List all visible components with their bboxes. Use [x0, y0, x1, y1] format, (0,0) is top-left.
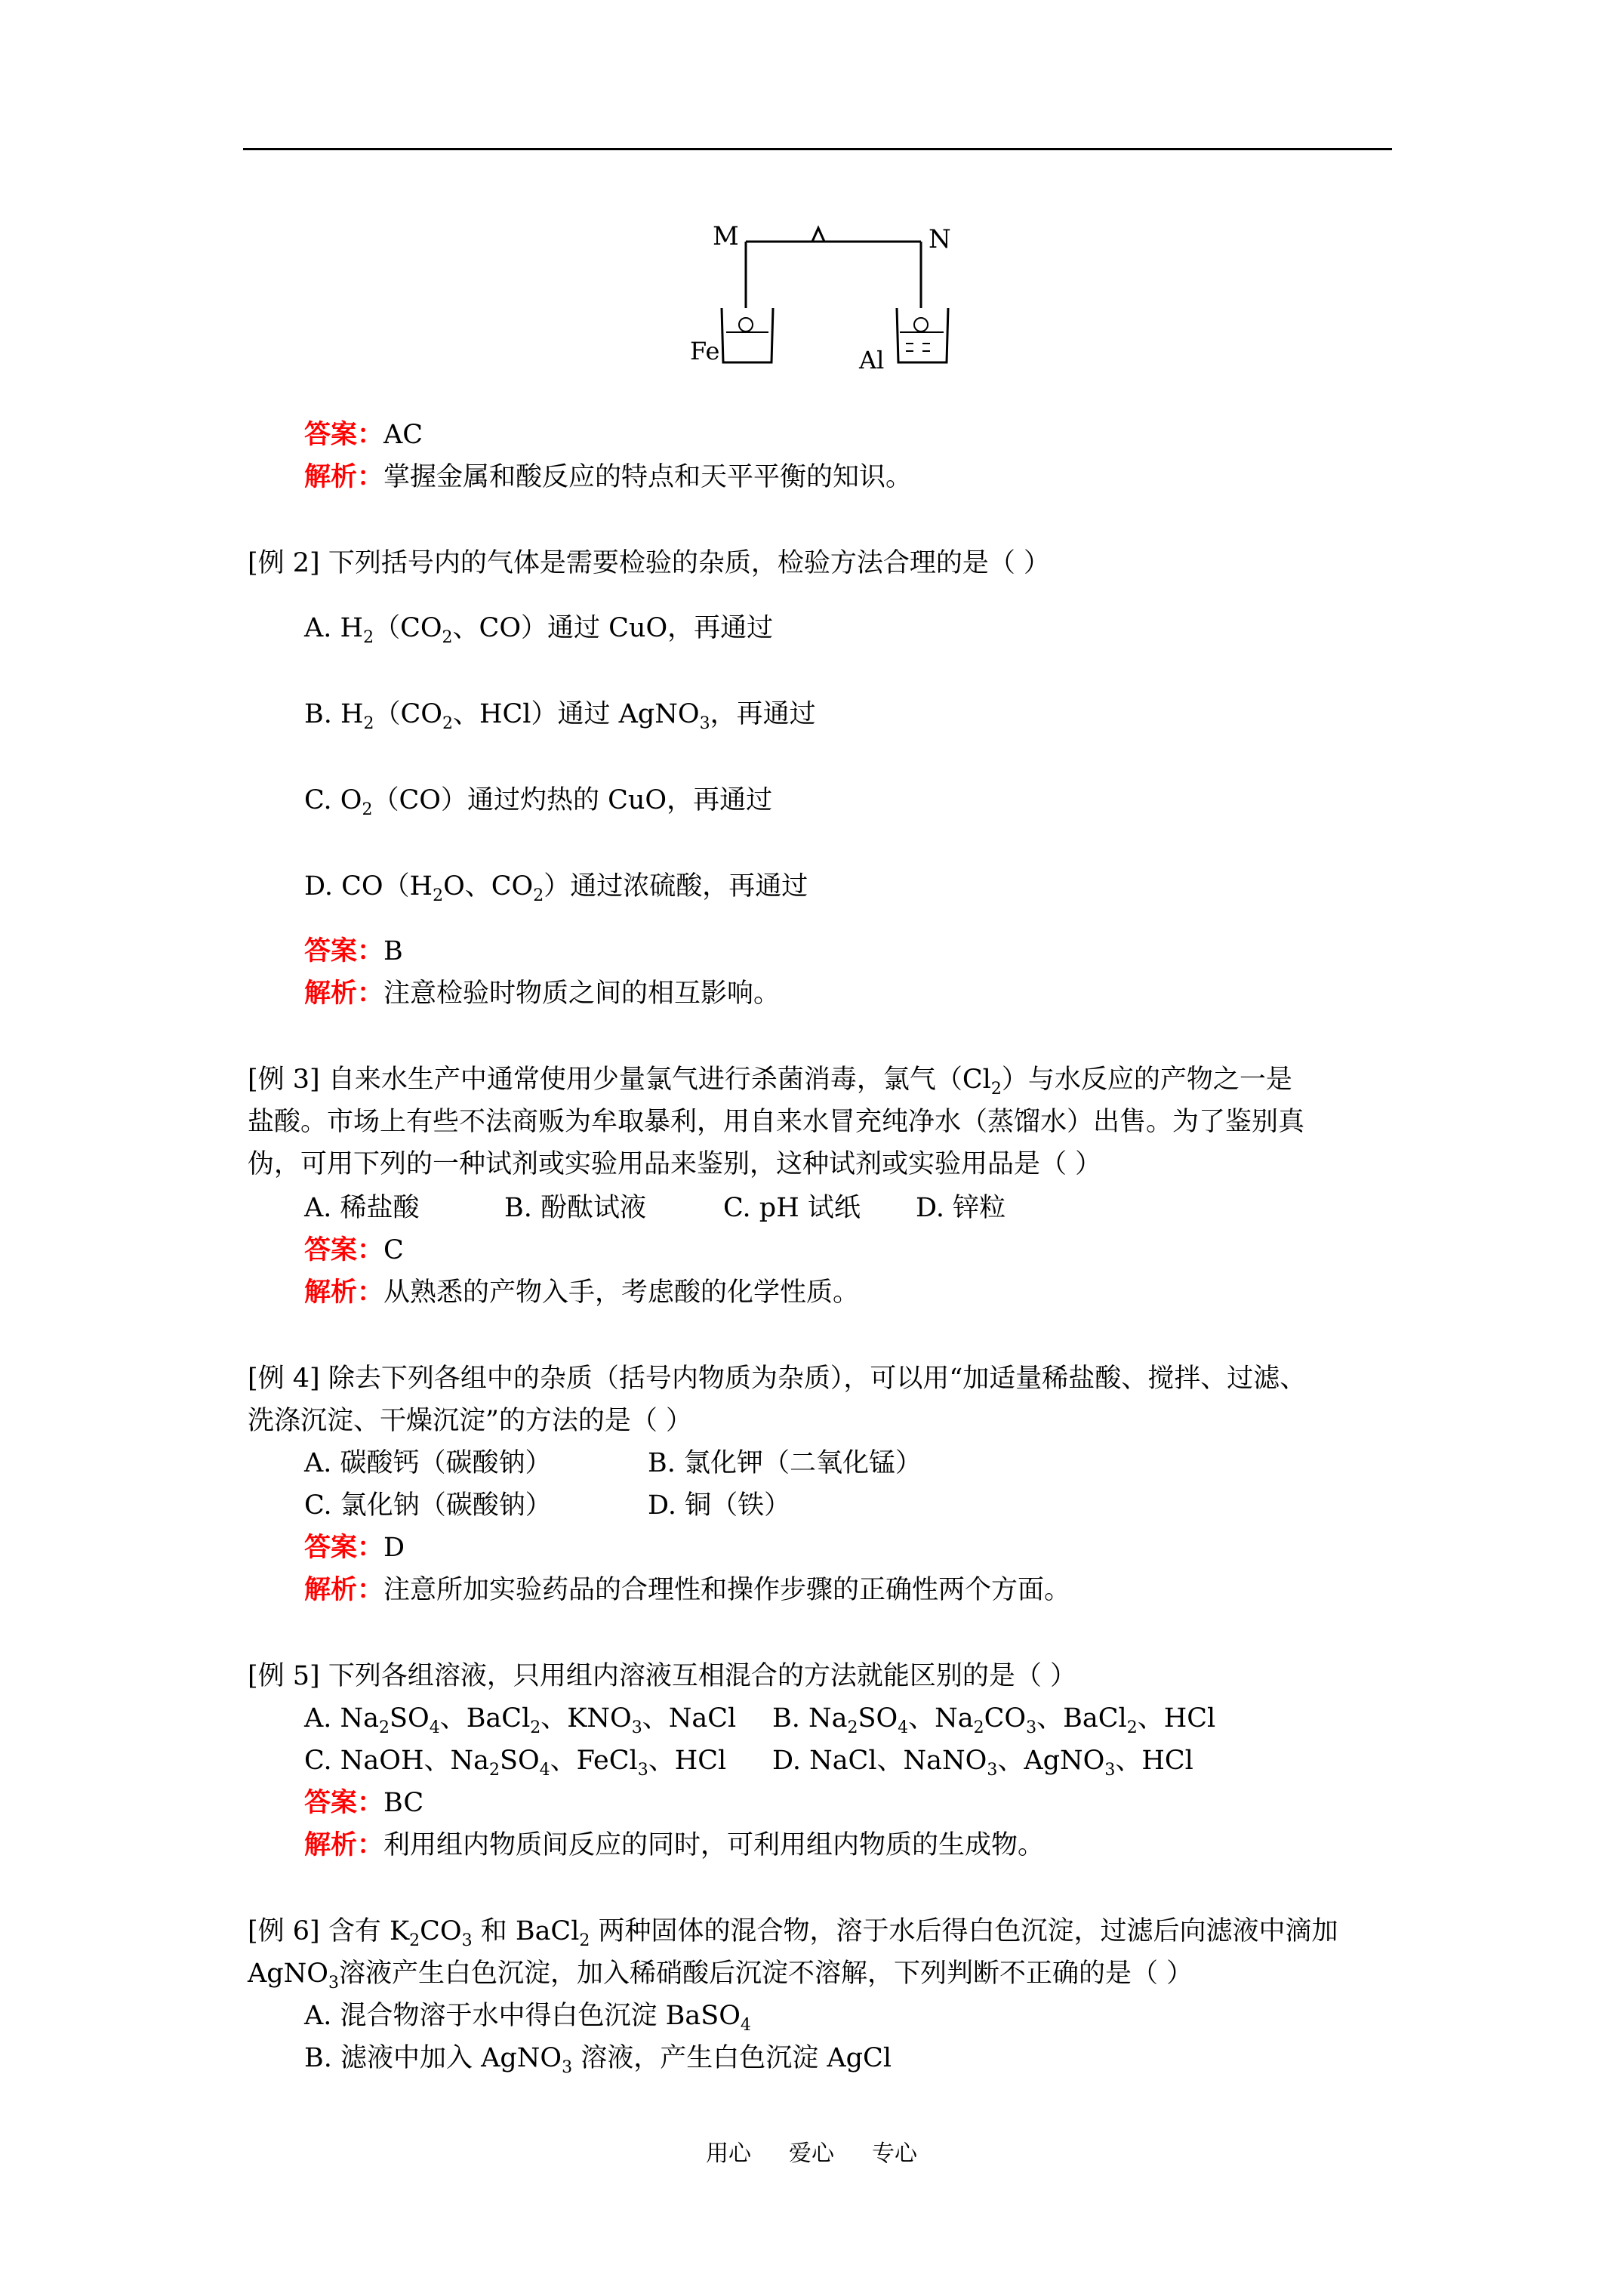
ex3-option-d: D. 锌粒 [916, 1193, 1006, 1223]
ex3-analysis: 解析：从熟悉的产物入手，考虑酸的化学性质。 [304, 1277, 860, 1308]
ex5-options-row1 [304, 1703, 1216, 1737]
footer-text-3: 专心 [872, 2140, 917, 2167]
ex2-title: [例 2] 下列括号内的气体是需要检验的杂质，检验方法合理的是（ ） [248, 548, 1050, 578]
ex4-options-row1 [304, 1448, 922, 1478]
ex3-option-b: B. 酚酞试液 [504, 1193, 646, 1223]
ex6-option-a: A. 混合物溶于水中得白色沉淀 BaSO$_4$ [304, 2001, 751, 2035]
header-rule [243, 148, 1392, 150]
fig-label-n: N [929, 224, 951, 254]
ex2-answer: 答案：B [304, 935, 403, 966]
ex2-analysis: 解析：注意检验时物质之间的相互影响。 [304, 978, 781, 1009]
ex5-answer: 答案：BC [304, 1787, 424, 1818]
ex6-line1: [例 6] 含有 $K_2CO_3$ 和 BaCl$_2$ 两种固体的混合物，溶于水后得白色沉淀，过滤后向滤液中滴加 [248, 1916, 1338, 1950]
ex3-option-c: C. pH 试纸 [723, 1193, 861, 1223]
ex4-analysis: 解析：注意所加实验药品的合理性和操作步骤的正确性两个方面。 [304, 1574, 1071, 1605]
fig-label-fe: Fe [690, 337, 720, 365]
ex4-line2: 洗涤沉淀、干燥沉淀”的方法的是（ ） [248, 1406, 693, 1436]
ex5-title: [例 5] 下列各组溶液，只用组内溶液互相混合的方法就能区别的是（ ） [248, 1661, 1076, 1691]
ex5-option-a: A. $Na_2SO_4$、BaCl$_2$、$KNO_3$、NaCl [304, 1703, 737, 1737]
ex4-option-c: C. 氯化钠（碳酸钠） [304, 1490, 552, 1521]
ex2-option-a: A. $H_2(CO_2$、CO）通过 CuO，再通过 [304, 613, 774, 647]
fig-label-al: Al [859, 346, 885, 374]
ex5-option-b: B. $Na_2SO_4$、$Na_2CO_3$、BaCl$_2$、HCl [772, 1703, 1216, 1737]
ex3-answer: 答案：C [304, 1234, 404, 1265]
ex1-answer: 答案：AC [304, 419, 423, 450]
balance-figure [679, 219, 966, 385]
ex4-option-d: D. 铜（铁） [648, 1490, 791, 1521]
ex4-options-row2 [304, 1490, 790, 1521]
ex4-option-a: A. 碳酸钙（碳酸钠） [304, 1448, 552, 1478]
ex4-answer: 答案：D [304, 1532, 405, 1563]
ex2-option-d: D. $CO(H_2O$、$CO_2$）通过浓硫酸，再通过 [304, 871, 808, 905]
ex6-line2: AgNO$_3$溶液产生白色沉淀，加入稀硝酸后沉淀不溶解，下列判断不正确的是（ ） [248, 1959, 1193, 1992]
ex3-options [304, 1193, 1006, 1223]
ex1-analysis: 解析：掌握金属和酸反应的特点和天平平衡的知识。 [304, 461, 913, 492]
fig-label-m: M [713, 221, 739, 251]
ex5-option-d: D. NaCl、NaNO$_3$、AgNO$_3$、HCl [772, 1746, 1193, 1780]
ex2-option-c: C. $O_2(CO)$通过灼热的 CuO，再通过 [304, 785, 773, 819]
ex3-option-a: A. 稀盐酸 [304, 1193, 420, 1223]
ex6-option-b: B. 滤液中加入 AgNO$_3$ 溶液，产生白色沉淀 AgCl [304, 2043, 892, 2077]
ex3-line3: 伪，可用下列的一种试剂或实验用品来鉴别，这种试剂或实验用品是（ ） [248, 1149, 1102, 1179]
ex2-option-b: B. $H_2(CO_2$、HCl）通过 AgNO$_3$，再通过 [304, 699, 816, 733]
footer-text-1: 用心 [706, 2140, 751, 2167]
ex5-options-row2 [304, 1746, 1193, 1780]
ex4-option-b: B. 氯化钾（二氧化锰） [648, 1448, 922, 1478]
ex5-option-c: C. NaOH、$Na_2SO_4$、FeCl$_3$、HCl [304, 1746, 727, 1780]
ex3-line2: 盐酸。市场上有些不法商贩为牟取暴利，用自来水冒充纯净水（蒸馏水）出售。为了鉴别真 [248, 1107, 1305, 1137]
ex3-line1: [例 3] 自来水生产中通常使用少量氯气进行杀菌消毒，氯气$(Cl_2)$与水反应的产物之一是 [248, 1065, 1292, 1099]
ex5-analysis: 解析：利用组内物质间反应的同时，可利用组内物质的生成物。 [304, 1829, 1045, 1860]
ex4-line1: [例 4] 除去下列各组中的杂质（括号内物质为杂质），可以用“加适量稀盐酸、搅拌、过滤、 [248, 1364, 1307, 1394]
page-footer [0, 2140, 1623, 2168]
footer-text-2: 爱心 [789, 2140, 834, 2167]
